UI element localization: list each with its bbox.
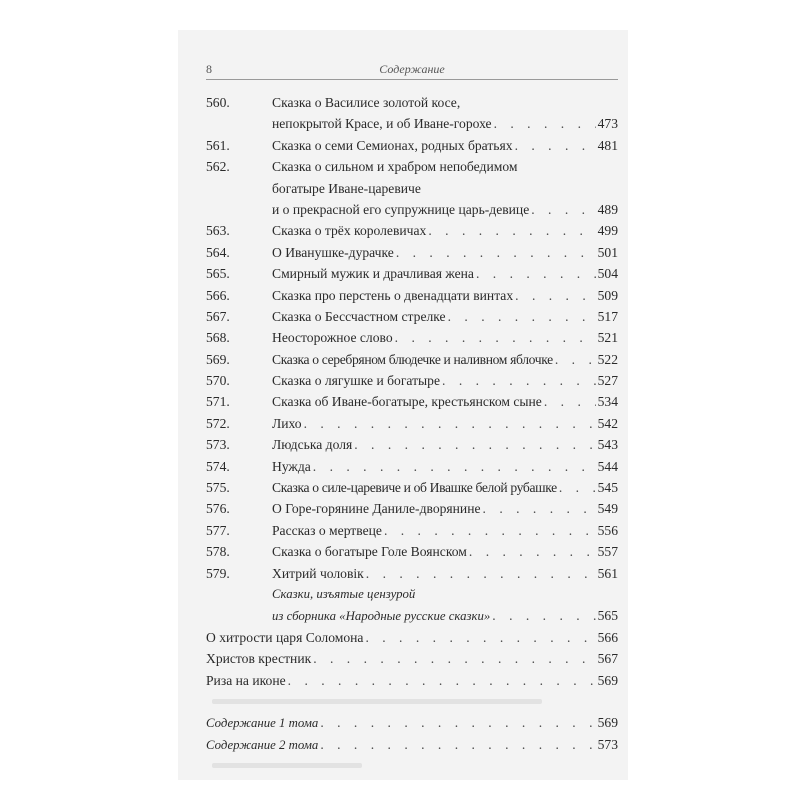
entry-number: 569. [206,351,230,367]
entry-title: Сказка о лягушке и богатыре [272,373,441,389]
entry-title: Сказка об Иване-богатыре, крестьянском сыне [272,394,542,410]
entry-number: 561. [206,137,230,153]
dot-leader [320,734,595,755]
entry-page: 509 [597,287,618,303]
entry-title: Сказка о семи Семионах, родных братьях [272,137,513,153]
toc-entry [206,92,618,113]
entry-title: Содержание 1 тома [206,716,319,731]
toc-entry [206,370,618,391]
entry-title: О Иванушке-дурачке [272,244,394,260]
entry-title: О хитрости царя Соломона [206,629,364,645]
entry-number: 570. [206,373,230,389]
entry-title: непокрытой Красе, и об Иване-горохе [272,116,492,132]
show-through-mark [212,763,362,768]
entry-number: 560. [206,95,230,110]
toc-entry-continuation [206,113,618,134]
toc-entry [206,156,618,177]
toc-extra-entry [206,670,618,691]
toc-extra-entry [206,648,618,669]
dot-leader [559,477,596,498]
dot-leader [313,456,596,477]
entry-title: Риза на иконе [206,672,286,688]
dot-leader [492,605,595,626]
entry-page: 545 [597,480,618,496]
entry-page: 566 [597,629,618,645]
entry-title: Сказка о Василисе золотой косе, [272,95,461,110]
toc-entry [206,349,618,370]
entry-page: 543 [597,437,618,453]
dot-leader [428,220,595,241]
entry-title: Рассказ о мертвеце [272,522,382,538]
entry-title: Лихо [272,415,302,431]
entry-title: Людська доля [272,437,353,453]
toc-entry [206,391,618,412]
dot-leader [396,242,596,263]
entry-title: и о прекрасной его супружнице царь-девице [272,201,530,217]
entry-number: 562. [206,159,230,175]
contents-link [206,712,618,733]
entry-title: Сказка про перстень о двенадцати винтах [272,287,514,303]
section-heading-continuation [206,605,618,626]
entry-title: Хитрий чоловік [272,565,364,581]
toc-entry [206,327,618,348]
dot-leader [365,627,595,648]
entry-page: 544 [597,458,618,474]
toc-entry [206,520,618,541]
dot-leader [320,712,595,733]
toc-entry [206,285,618,306]
dot-leader [313,648,595,669]
dot-leader [555,349,596,370]
entry-number: 578. [206,544,230,560]
entry-page: 534 [597,394,618,410]
dot-leader [494,113,596,134]
toc-entry [206,498,618,519]
dot-leader [476,263,596,284]
toc-entry [206,456,618,477]
header-rule [206,79,618,80]
entry-page: 556 [597,522,618,538]
toc-entry [206,434,618,455]
entry-number: 575. [206,480,230,496]
entry-page: 549 [597,501,618,517]
entry-page: 504 [597,266,618,282]
entry-page: 542 [597,415,618,431]
entry-page: 499 [597,223,618,239]
section-heading [206,584,618,605]
dot-leader [515,285,595,306]
entry-page: 561 [597,565,618,581]
dot-leader [544,391,596,412]
entry-number: 576. [206,501,230,517]
section-title: из сборника «Народные русские сказки» [272,609,491,624]
dot-leader [384,520,596,541]
entry-page: 517 [597,308,618,324]
entry-number: 571. [206,394,230,410]
show-through-line [206,755,618,776]
entry-page: 527 [597,373,618,389]
toc-entry [206,135,618,156]
entry-number: 573. [206,437,230,453]
entry-number: 567. [206,308,230,324]
entry-page: 521 [597,330,618,346]
entry-number: 568. [206,330,230,346]
running-title: Содержание [379,62,445,76]
entry-title: Сказка о сильном и храбром непобедимом [272,159,518,175]
entry-number: 577. [206,522,230,538]
dot-leader [288,670,596,691]
entry-number: 565. [206,266,230,282]
entry-number: 564. [206,244,230,260]
entry-page: 557 [597,544,618,560]
entry-page: 573 [597,736,618,752]
show-through-mark [212,699,542,704]
entry-title: Неосторожное слово [272,330,393,346]
entry-number: 566. [206,287,230,303]
section-title: Сказки, изъятые цензурой [272,586,416,601]
entry-number: 572. [206,415,230,431]
show-through-line [206,691,618,712]
toc-entry [206,306,618,327]
entry-page: 567 [597,651,618,667]
toc-entry [206,413,618,434]
dot-leader [448,306,596,327]
page-header [206,60,618,82]
entry-page: 473 [597,116,618,132]
entry-title: Нужда [272,458,311,474]
entry-page: 569 [597,672,618,688]
entry-page: 481 [597,137,618,153]
dot-leader [531,199,595,220]
entry-title: Содержание 2 тома [206,737,319,752]
dot-leader [304,413,596,434]
entry-title: Сказка о силе-царевиче и об Ивашке белой рубашке [272,480,557,496]
entry-page: 522 [597,351,618,367]
dot-leader [442,370,596,391]
dot-leader [354,434,595,455]
entry-page: 489 [597,201,618,217]
section-page: 565 [597,608,618,624]
dot-leader [366,563,596,584]
table-of-contents [206,92,618,777]
toc-entry [206,563,618,584]
entry-title: Сказка о трёх королевичах [272,223,427,239]
entry-title: Смирный мужик и драчливая жена [272,266,474,282]
toc-entry-continuation [206,178,618,199]
toc-entry [206,541,618,562]
contents-link [206,734,618,755]
entry-title: Христов крестник [206,651,312,667]
entry-page: 501 [597,244,618,260]
entry-title: О Горе-горянине Даниле-дворянине [272,501,481,517]
toc-entry [206,263,618,284]
entry-page: 569 [597,715,618,731]
toc-entry [206,477,618,498]
toc-entry-continuation [206,199,618,220]
toc-entry [206,242,618,263]
dot-leader [515,135,596,156]
entry-number: 574. [206,458,230,474]
dot-leader [483,498,596,519]
page-number: 8 [206,62,212,76]
toc-entry [206,220,618,241]
entry-title: богатыре Иване-царевиче [272,180,421,196]
entry-number: 579. [206,565,230,581]
entry-title: Сказка о серебряном блюдечке и наливном яблочке [272,351,553,367]
dot-leader [469,541,596,562]
entry-title: Сказка о Бессчастном стрелке [272,308,446,324]
dot-leader [395,327,596,348]
entry-number: 563. [206,223,230,239]
toc-extra-entry [206,627,618,648]
entry-title: Сказка о богатыре Голе Воянском [272,544,467,560]
